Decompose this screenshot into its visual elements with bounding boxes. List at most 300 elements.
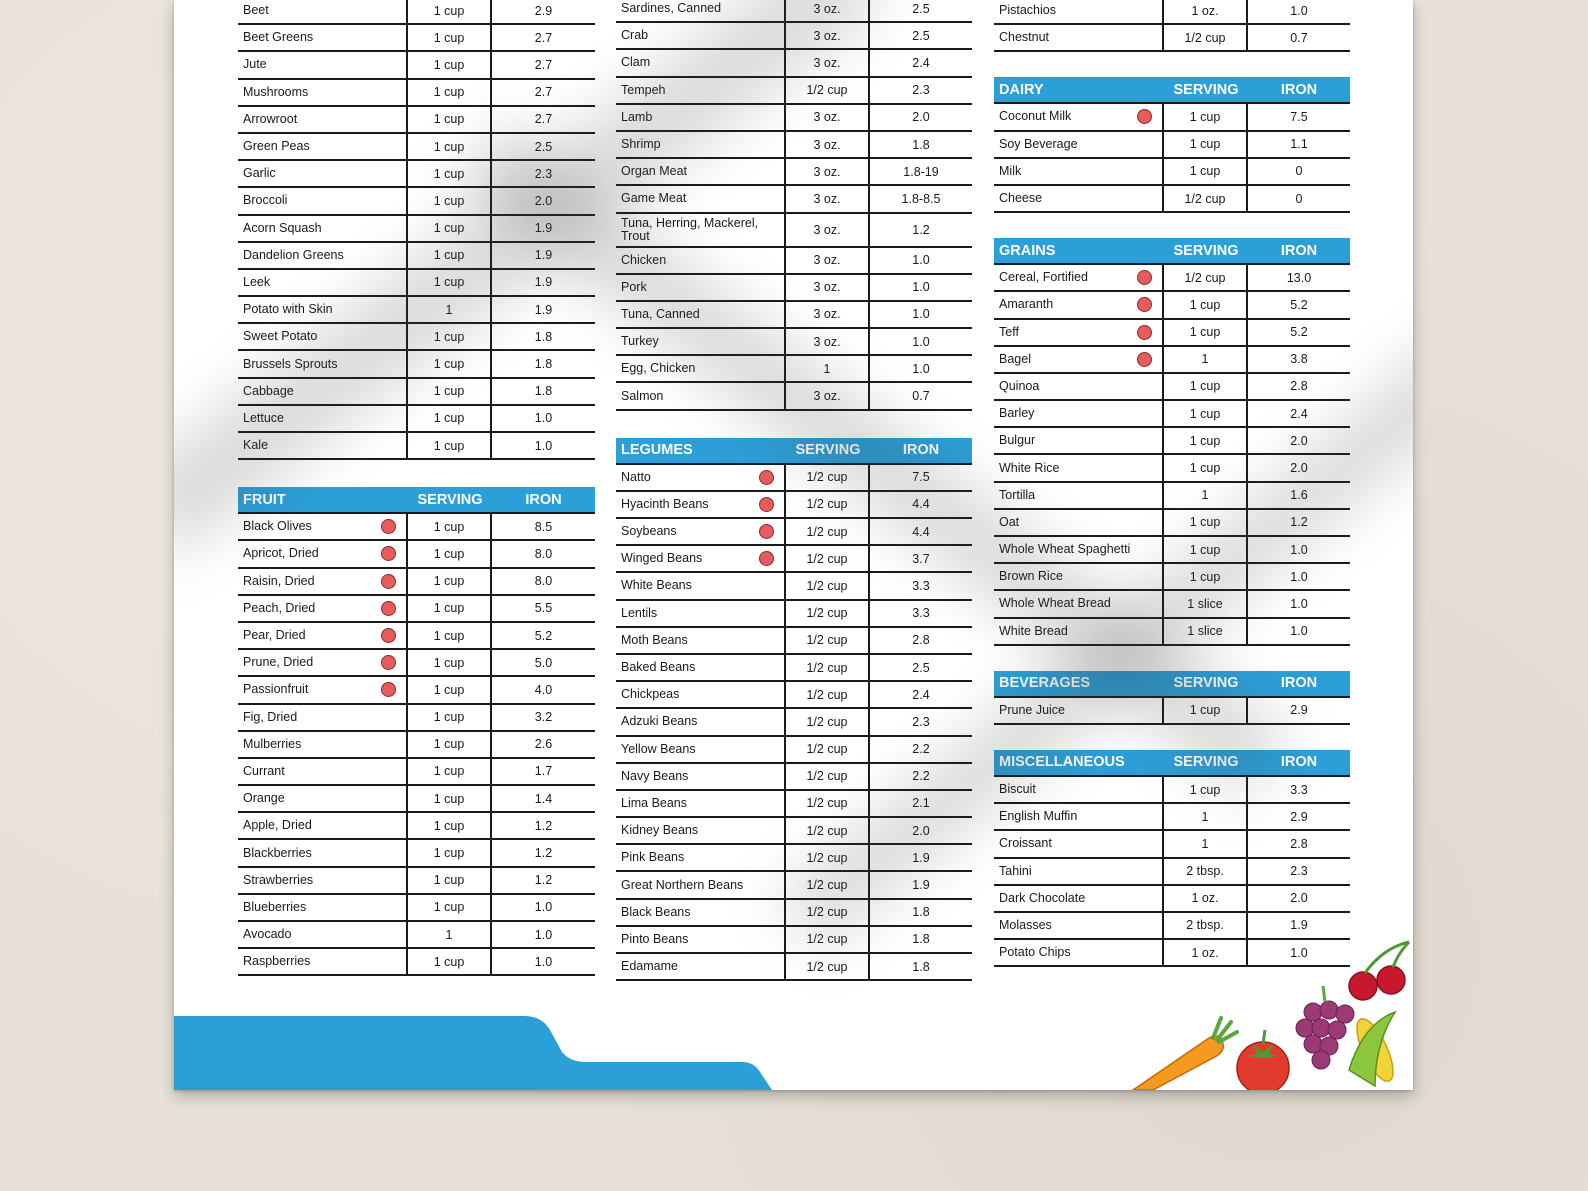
food-cell xyxy=(994,104,1164,129)
food-cell xyxy=(238,949,408,974)
column-right xyxy=(994,0,1350,967)
iron-cell: 0 xyxy=(1295,164,1303,179)
table-row xyxy=(238,25,595,52)
iron-cell: 5.2 xyxy=(1290,297,1308,312)
table-row xyxy=(238,107,595,134)
misc-header xyxy=(994,750,1350,777)
serving-cell: 1/2 cup xyxy=(786,573,870,598)
food-name: Prune Juice xyxy=(999,702,1066,717)
serving-cell: 1 cup xyxy=(408,406,492,431)
serving-cell: 1 cup xyxy=(408,732,492,757)
food-name: Adzuki Beans xyxy=(621,714,698,729)
table-row xyxy=(616,573,972,600)
serving-cell: 1/2 cup xyxy=(786,601,870,626)
table-row xyxy=(238,0,595,25)
iron-cell: 1.8 xyxy=(534,357,553,372)
iron-cell: 0.7 xyxy=(1290,30,1308,45)
misc-title: MISCELLANEOUS xyxy=(999,754,1125,771)
food-cell xyxy=(616,275,786,300)
serving-cell: 1/2 cup xyxy=(1164,25,1248,50)
serving-cell: 3 oz. xyxy=(786,186,870,211)
table-row xyxy=(994,619,1350,646)
iron-cell: 1.0 xyxy=(912,253,930,268)
high-iron-marker-icon xyxy=(1137,352,1152,367)
table-row xyxy=(238,406,595,433)
food-cell xyxy=(994,913,1164,938)
serving-cell: 3 oz. xyxy=(786,105,870,130)
grains-title: GRAINS xyxy=(999,242,1056,259)
food-name: Apricot, Dried xyxy=(243,546,319,561)
food-name: Cabbage xyxy=(243,383,294,398)
serving-cell: 1 cup xyxy=(408,949,492,974)
iron-column-header: IRON xyxy=(1280,754,1318,771)
high-iron-marker-icon xyxy=(381,601,396,616)
iron-cell: 2.8 xyxy=(1290,379,1308,394)
iron-cell: 2.9 xyxy=(534,3,553,18)
food-cell xyxy=(238,759,408,784)
food-cell xyxy=(238,677,408,702)
iron-cell: 8.0 xyxy=(534,546,553,561)
food-name: Teff xyxy=(999,324,1019,339)
iron-cell: 1.0 xyxy=(534,954,553,969)
table-row xyxy=(616,383,972,410)
table-row xyxy=(238,759,595,786)
iron-rich-foods-chart xyxy=(174,0,1413,1090)
food-name: Egg, Chicken xyxy=(621,361,696,376)
food-name: Jute xyxy=(243,57,267,72)
dairy-header xyxy=(994,77,1350,104)
iron-cell: 2.3 xyxy=(1290,864,1308,879)
table-row xyxy=(616,0,972,23)
food-cell xyxy=(994,804,1164,829)
table-row xyxy=(616,159,972,186)
table-row xyxy=(616,791,972,818)
food-cell xyxy=(616,383,786,408)
serving-cell: 3 oz. xyxy=(786,214,870,246)
iron-column-header: IRON xyxy=(902,442,940,459)
food-cell xyxy=(238,379,408,404)
iron-cell: 8.5 xyxy=(534,519,553,534)
serving-cell: 1 cup xyxy=(408,80,492,105)
food-cell xyxy=(616,0,786,21)
food-cell xyxy=(238,868,408,893)
food-cell xyxy=(238,596,408,621)
iron-cell: 1.9 xyxy=(1290,918,1308,933)
iron-cell: 1.8-8.5 xyxy=(901,191,941,206)
food-name: Salmon xyxy=(621,388,664,403)
iron-cell: 3.3 xyxy=(1290,782,1308,797)
food-name: Organ Meat xyxy=(621,164,688,179)
iron-cell: 2.3 xyxy=(912,83,930,98)
iron-cell: 2.5 xyxy=(912,28,930,43)
food-name: Beet Greens xyxy=(243,30,314,45)
table-row xyxy=(616,186,972,213)
food-cell xyxy=(616,546,786,571)
grains-header xyxy=(994,238,1350,265)
food-name: Moth Beans xyxy=(621,632,688,647)
food-name: Yellow Beans xyxy=(621,741,696,756)
serving-cell: 1 cup xyxy=(408,243,492,268)
food-cell xyxy=(994,510,1164,535)
serving-cell: 3 oz. xyxy=(786,0,870,21)
column-middle xyxy=(616,0,972,981)
food-cell xyxy=(994,0,1164,23)
food-cell xyxy=(616,628,786,653)
table-row xyxy=(238,922,595,949)
serving-cell: 1 cup xyxy=(408,351,492,376)
food-cell xyxy=(238,243,408,268)
food-name: Peach, Dried xyxy=(243,600,316,615)
carrot-icon xyxy=(1133,1018,1237,1090)
serving-cell: 2 tbsp. xyxy=(1164,913,1248,938)
iron-column-header: IRON xyxy=(1280,242,1318,259)
footer-wave xyxy=(174,1000,774,1090)
iron-cell: 2.7 xyxy=(534,57,553,72)
food-name: Navy Beans xyxy=(621,768,689,783)
serving-cell: 1 cup xyxy=(408,569,492,594)
serving-cell: 1 cup xyxy=(1164,292,1248,317)
food-name: Sweet Potato xyxy=(243,329,318,344)
food-name: Biscuit xyxy=(999,782,1036,797)
iron-cell: 2.9 xyxy=(1290,809,1308,824)
corn-icon xyxy=(1349,1012,1400,1086)
serving-cell: 3 oz. xyxy=(786,248,870,273)
food-name: Kale xyxy=(243,438,269,453)
table-row xyxy=(994,104,1350,131)
food-name: Broccoli xyxy=(243,193,288,208)
food-cell xyxy=(616,159,786,184)
food-name: Oat xyxy=(999,514,1020,529)
iron-cell: 2.3 xyxy=(912,714,930,729)
food-cell xyxy=(994,831,1164,856)
serving-cell: 1 xyxy=(786,356,870,381)
food-name: Tuna, Herring, Mackerel, Trout xyxy=(621,215,759,243)
food-name: Pink Beans xyxy=(621,850,685,865)
food-name: Pistachios xyxy=(999,3,1056,18)
iron-cell: 1.0 xyxy=(534,411,553,426)
food-cell xyxy=(616,132,786,157)
food-name: Brown Rice xyxy=(999,569,1063,584)
food-cell xyxy=(238,270,408,295)
food-name: Dandelion Greens xyxy=(243,247,344,262)
iron-cell: 1.0 xyxy=(534,900,553,915)
food-name: Great Northern Beans xyxy=(621,877,744,892)
food-name: Tahini xyxy=(999,863,1032,878)
serving-cell: 1 cup xyxy=(1164,537,1248,562)
serving-cell: 1/2 cup xyxy=(786,900,870,925)
food-cell xyxy=(616,682,786,707)
food-cell xyxy=(616,329,786,354)
food-cell xyxy=(616,818,786,843)
serving-cell: 1/2 cup xyxy=(786,872,870,897)
table-row xyxy=(994,132,1350,159)
serving-cell: 1/2 cup xyxy=(786,927,870,952)
serving-cell: 1/2 cup xyxy=(786,465,870,490)
iron-cell: 2.0 xyxy=(534,193,553,208)
food-cell xyxy=(238,80,408,105)
iron-cell: 1.0 xyxy=(1290,596,1308,611)
serving-cell: 3 oz. xyxy=(786,383,870,408)
table-row xyxy=(238,623,595,650)
food-name: Turkey xyxy=(621,334,659,349)
table-row xyxy=(238,541,595,568)
serving-cell: 1/2 cup xyxy=(786,845,870,870)
high-iron-marker-icon xyxy=(1137,297,1152,312)
iron-cell: 1.1 xyxy=(1290,137,1308,152)
food-name: Whole Wheat Bread xyxy=(999,596,1111,611)
serving-cell: 1/2 cup xyxy=(786,954,870,979)
food-name: Game Meat xyxy=(621,191,687,206)
iron-cell: 2.5 xyxy=(912,1,930,16)
iron-cell: 2.0 xyxy=(1290,891,1308,906)
food-name: Blueberries xyxy=(243,899,307,914)
table-row xyxy=(238,895,595,922)
food-name: Cereal, Fortified xyxy=(999,270,1088,285)
food-name: Lamb xyxy=(621,109,653,124)
table-row xyxy=(616,329,972,356)
serving-cell: 1 cup xyxy=(408,52,492,77)
food-name: Arrowroot xyxy=(243,111,298,126)
table-row xyxy=(616,872,972,899)
iron-cell: 7.5 xyxy=(1290,109,1308,124)
serving-cell: 1 cup xyxy=(408,433,492,458)
food-cell xyxy=(994,619,1164,644)
iron-cell: 1.9 xyxy=(534,302,553,317)
food-cell xyxy=(616,709,786,734)
food-name: Mulberries xyxy=(243,736,302,751)
food-cell xyxy=(994,777,1164,802)
food-name: Orange xyxy=(243,791,285,806)
table-row xyxy=(238,949,595,976)
food-name: Tuna, Canned xyxy=(621,306,700,321)
serving-cell: 1 xyxy=(1164,483,1248,508)
food-name: Potato with Skin xyxy=(243,302,333,317)
iron-cell: 1.8 xyxy=(534,329,553,344)
iron-cell: 2.0 xyxy=(1290,461,1308,476)
legumes-table xyxy=(616,438,972,982)
serving-cell: 1 cup xyxy=(408,677,492,702)
fruit-header xyxy=(238,487,595,514)
serving-cell: 1 cup xyxy=(408,0,492,23)
iron-cell: 1.0 xyxy=(1290,569,1308,584)
table-row xyxy=(616,132,972,159)
iron-cell: 1.0 xyxy=(912,334,930,349)
food-name: Fig, Dried xyxy=(243,709,298,724)
high-iron-marker-icon xyxy=(381,546,396,561)
iron-cell: 1.8 xyxy=(912,905,930,920)
iron-cell: 1.0 xyxy=(1290,3,1308,18)
table-row xyxy=(994,483,1350,510)
iron-cell: 2.7 xyxy=(534,85,553,100)
high-iron-marker-icon xyxy=(759,551,774,566)
food-name: Leek xyxy=(243,274,271,289)
iron-cell: 2.8 xyxy=(1290,836,1308,851)
table-row xyxy=(616,709,972,736)
table-row xyxy=(616,737,972,764)
high-iron-marker-icon xyxy=(381,574,396,589)
serving-cell: 1 cup xyxy=(1164,698,1248,723)
food-cell xyxy=(616,791,786,816)
serving-cell: 1 cup xyxy=(408,813,492,838)
iron-cell: 2.9 xyxy=(1290,703,1308,718)
serving-cell: 1/2 cup xyxy=(786,791,870,816)
food-name: Baked Beans xyxy=(621,660,696,675)
iron-cell: 8.0 xyxy=(534,574,553,589)
serving-cell: 1 cup xyxy=(408,379,492,404)
food-cell xyxy=(616,50,786,75)
food-name: Cheese xyxy=(999,191,1043,206)
food-name: Milk xyxy=(999,163,1022,178)
food-cell xyxy=(994,292,1164,317)
table-row xyxy=(238,243,595,270)
serving-cell: 1 oz. xyxy=(1164,940,1248,965)
serving-cell: 1 slice xyxy=(1164,619,1248,644)
food-cell xyxy=(238,650,408,675)
food-cell xyxy=(616,655,786,680)
table-row xyxy=(616,655,972,682)
table-row xyxy=(994,428,1350,455)
serving-cell: 1/2 cup xyxy=(786,519,870,544)
food-cell xyxy=(616,519,786,544)
iron-cell: 1.0 xyxy=(534,438,553,453)
table-row xyxy=(994,347,1350,374)
food-cell xyxy=(994,265,1164,290)
serving-cell: 1 cup xyxy=(408,650,492,675)
food-name: Black Beans xyxy=(621,904,691,919)
high-iron-marker-icon xyxy=(759,524,774,539)
food-name: Brussels Sprouts xyxy=(243,356,338,371)
table-row xyxy=(994,0,1350,25)
serving-cell: 1 cup xyxy=(408,786,492,811)
serving-cell: 1/2 cup xyxy=(786,682,870,707)
table-row xyxy=(238,270,595,297)
serving-cell: 1 cup xyxy=(408,623,492,648)
food-cell xyxy=(994,886,1164,911)
grains-table xyxy=(994,238,1350,646)
food-name: Croissant xyxy=(999,836,1052,851)
serving-column-header: SERVING xyxy=(1173,242,1239,259)
iron-cell: 1.7 xyxy=(534,764,553,779)
food-name: Acorn Squash xyxy=(243,220,322,235)
iron-cell: 1.8-19 xyxy=(903,164,939,179)
serving-cell: 1 cup xyxy=(408,270,492,295)
serving-cell: 1 xyxy=(1164,347,1248,372)
food-cell xyxy=(994,320,1164,345)
table-row xyxy=(616,900,972,927)
serving-column-header: SERVING xyxy=(1173,754,1239,771)
food-name: Raspberries xyxy=(243,954,311,969)
food-name: Amaranth xyxy=(999,297,1054,312)
serving-cell: 1/2 cup xyxy=(786,737,870,762)
iron-cell: 1.8 xyxy=(912,932,930,947)
table-row xyxy=(238,514,595,541)
serving-column-header: SERVING xyxy=(795,442,861,459)
serving-cell: 1 cup xyxy=(1164,564,1248,589)
dairy-title: DAIRY xyxy=(999,81,1044,98)
iron-cell: 2.0 xyxy=(1290,433,1308,448)
food-cell xyxy=(238,406,408,431)
food-cell xyxy=(616,356,786,381)
food-name: Soybeans xyxy=(621,524,677,539)
iron-cell: 1.8 xyxy=(912,137,930,152)
iron-cell: 3.3 xyxy=(912,578,930,593)
serving-cell: 1 slice xyxy=(1164,591,1248,616)
iron-cell: 1.0 xyxy=(1290,624,1308,639)
table-row xyxy=(994,320,1350,347)
serving-cell: 3 oz. xyxy=(786,23,870,48)
iron-cell: 2.7 xyxy=(534,112,553,127)
food-cell xyxy=(238,107,408,132)
food-name: Lentils xyxy=(621,605,658,620)
serving-column-header: SERVING xyxy=(1173,81,1239,98)
iron-cell: 2.2 xyxy=(912,742,930,757)
food-cell xyxy=(994,698,1164,723)
serving-cell: 1 xyxy=(408,922,492,947)
column-left xyxy=(238,0,595,976)
food-name: White Rice xyxy=(999,460,1060,475)
iron-cell: 1.9 xyxy=(912,878,930,893)
food-name: English Muffin xyxy=(999,809,1078,824)
table-row xyxy=(616,845,972,872)
serving-cell: 1 cup xyxy=(408,25,492,50)
food-cell xyxy=(616,900,786,925)
food-cell xyxy=(238,786,408,811)
table-row xyxy=(616,214,972,248)
food-name: White Beans xyxy=(621,578,692,593)
table-row xyxy=(238,379,595,406)
iron-cell: 2.2 xyxy=(912,769,930,784)
high-iron-marker-icon xyxy=(1137,109,1152,124)
iron-cell: 1.0 xyxy=(534,927,553,942)
table-row xyxy=(994,591,1350,618)
serving-cell: 1 xyxy=(1164,831,1248,856)
food-name: Barley xyxy=(999,406,1035,421)
food-cell xyxy=(616,737,786,762)
food-name: Pear, Dried xyxy=(243,628,306,643)
iron-cell: 2.7 xyxy=(534,30,553,45)
serving-cell: 1 cup xyxy=(408,541,492,566)
table-row xyxy=(238,52,595,79)
food-cell xyxy=(994,159,1164,184)
iron-cell: 2.8 xyxy=(912,633,930,648)
iron-cell: 1.2 xyxy=(534,818,553,833)
serving-cell: 1/2 cup xyxy=(786,818,870,843)
high-iron-marker-icon xyxy=(759,470,774,485)
iron-cell: 1.2 xyxy=(534,873,553,888)
table-row xyxy=(238,677,595,704)
food-cell xyxy=(238,813,408,838)
table-row xyxy=(994,401,1350,428)
table-row xyxy=(238,188,595,215)
table-row xyxy=(994,831,1350,858)
food-name: Soy Beverage xyxy=(999,136,1078,151)
food-name: Bagel xyxy=(999,351,1031,366)
food-cell xyxy=(994,591,1164,616)
iron-cell: 0 xyxy=(1295,191,1303,206)
food-name: Pork xyxy=(621,279,647,294)
iron-cell: 1.6 xyxy=(1290,488,1308,503)
iron-cell: 1.9 xyxy=(534,275,553,290)
serving-cell: 1 cup xyxy=(408,188,492,213)
table-row xyxy=(994,292,1350,319)
high-iron-marker-icon xyxy=(1137,325,1152,340)
food-cell xyxy=(616,214,786,246)
iron-cell: 2.4 xyxy=(912,55,930,70)
food-cell xyxy=(238,569,408,594)
iron-cell: 2.5 xyxy=(534,139,553,154)
table-row xyxy=(994,886,1350,913)
table-row xyxy=(616,302,972,329)
